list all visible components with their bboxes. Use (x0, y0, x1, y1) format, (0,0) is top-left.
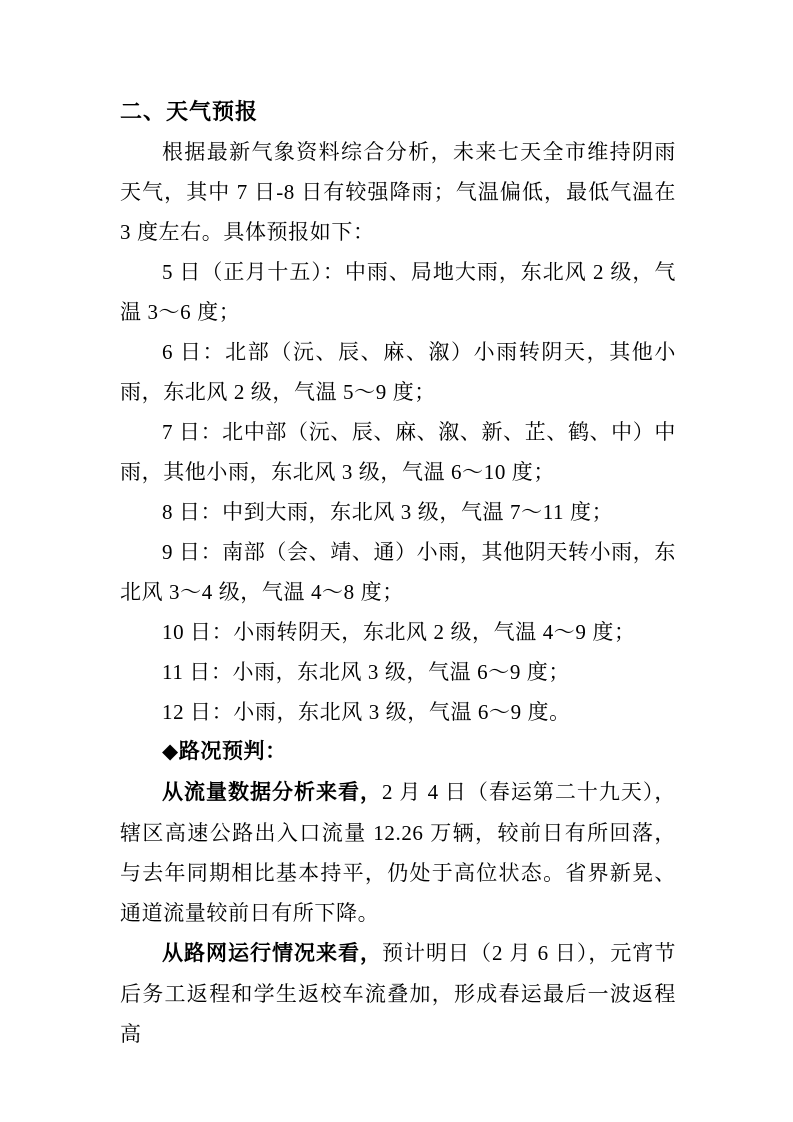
forecast-day-6: 6 日：北部（沅、辰、麻、溆）小雨转阴天，其他小雨，东北风 2 级，气温 5～9 度； (120, 340, 676, 404)
intro-paragraph: 根据最新气象资料综合分析，未来七天全市维持阴雨天气，其中 7 日-8 日有较强降雨；气温偏低，最低气温在 3 度左右。具体预报如下： (120, 140, 676, 244)
section-title: 二、天气预报 (120, 99, 259, 124)
network-status-paragraph (120, 933, 676, 1054)
forecast-day-9: 9 日：南部（会、靖、通）小雨，其他阴天转小雨，东北风 3～4 级，气温 4～8 度； (120, 540, 676, 604)
traffic-analysis-text: 2 月 4 日（春运第二十九天），辖区高速公路出入口流量 12.26 万辆，较前日有所回落，与去年同期相比基本持平，仍处于高位状态。省界新晃、通道流量较前日有所下降。 (120, 780, 677, 925)
forecast-day-11: 11 日：小雨，东北风 3 级，气温 6～9 度； (162, 660, 570, 684)
forecast-day-7: 7 日：北中部（沅、辰、麻、溆、新、芷、鹤、中）中雨，其他小雨，东北风 3 级，气温 6～10 度； (120, 420, 676, 484)
forecast-day-8: 8 日：中到大雨，东北风 3 级，气温 7～11 度； (162, 500, 614, 524)
forecast-day-12: 12 日：小雨，东北风 3 级，气温 6～9 度。 (162, 700, 571, 724)
network-status-text: 预计明日（2 月 6 日），元宵节后务工返程和学生返校车流叠加，形成春运最后一波返程高 (120, 941, 677, 1046)
road-forecast-heading: ◆路况预判： (162, 740, 287, 763)
network-status-lead: 从路网运行情况来看， (162, 942, 382, 965)
traffic-analysis-paragraph (120, 772, 676, 933)
traffic-analysis-lead: 从流量数据分析来看， (162, 781, 382, 804)
forecast-day-5: 5 日（正月十五）：中雨、局地大雨，东北风 2 级，气温 3～6 度； (120, 260, 676, 324)
forecast-day-10: 10 日：小雨转阴天，东北风 2 级，气温 4～9 度； (162, 620, 636, 644)
